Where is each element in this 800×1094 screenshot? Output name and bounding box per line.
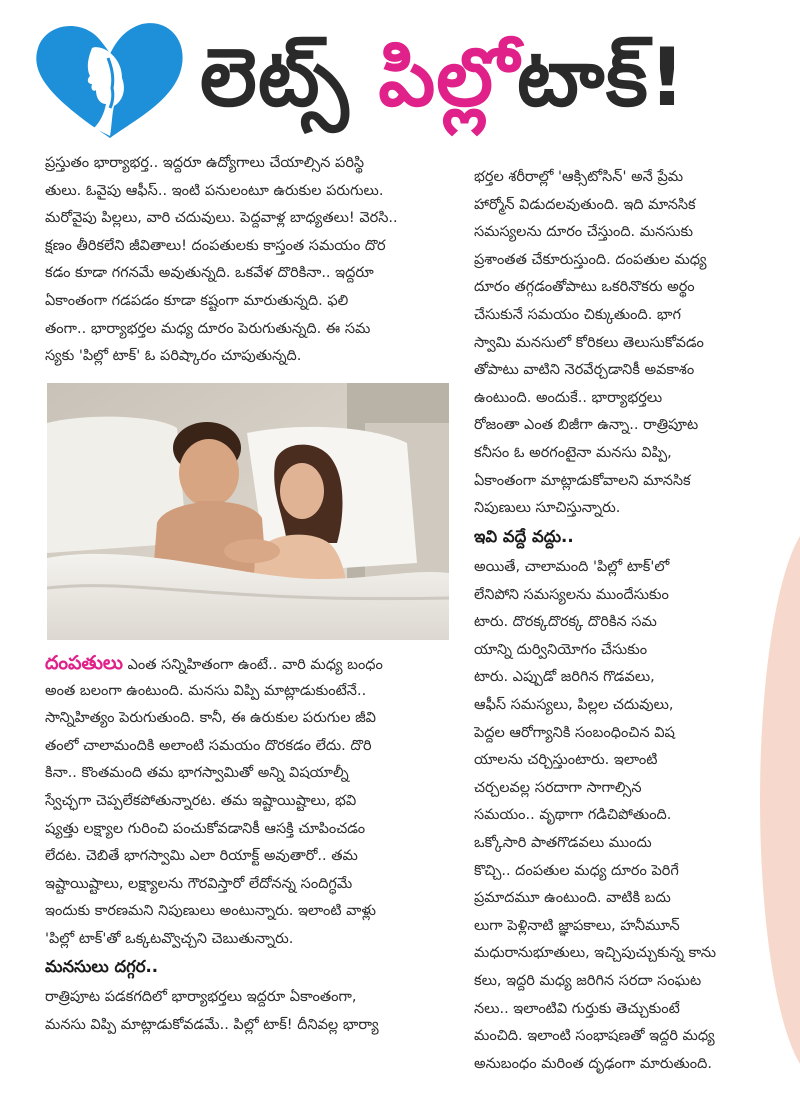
headline-word-lets: లెట్స్ [200,31,350,124]
right-column-paragraph [474,164,774,523]
text-line: దూరం తగ్గడంతోపాటు ఒకరినొకరు అర్థం [474,279,695,296]
intro-paragraph [45,150,447,371]
text-line: మంచిది. ఇలాంటి సంభాషణతో ఇద్దరి మధ్య [474,1028,715,1045]
text-line: కినా.. కొంతమంది తమ భాగస్వామితో అన్ని విషయాల్నీ [45,765,349,782]
text-line: యాలను చర్చిస్తుంటారు. ఇలాంటి [474,752,658,769]
text-line: యాన్ని దుర్వినియోగం చేసుకుం [474,641,648,658]
text-line: మరోవైపు పిల్లలు, వారి చదువులు. పెద్దవాళ్ల బాధ్యతలు! వెరసి.. [45,210,398,227]
headline-word-talk: టాక్! [517,31,687,124]
text-line: సమస్యలను దూరం చేస్తుంది. మనసుకు [474,224,694,241]
text-line: స్వేచ్ఛగా చెప్పలేకపోతున్నారట. తమ ఇష్టాయిష్టాలు, భవి [45,792,357,809]
dropcap-word: దంపతులు [45,652,123,674]
text-line: కలు, ఇద్దరి మధ్య జరిగిన సరదా సంఘట [474,972,702,989]
text-line: లేనిపోని సమస్యలను ముందేసుకుం [474,586,669,603]
headline-word-pillow: పిల్లో [378,31,518,124]
text-line: భర్తల శరీరాల్లో 'ఆక్సిటోసిన్‌' అనే ప్రేమ [474,169,684,185]
text-line: అయితే, చాలామంది 'పిల్లో టాక్‌'లో [474,559,670,575]
section-heading: ఇవి వద్దే వద్దు.. [474,527,574,546]
text-line: తంలో చాలామందికి అలాంటి సమయం దొరకడం లేదు. దొరి [45,737,372,754]
section-manasulu [45,950,447,1039]
text-line: ప్రస్తుతం భార్యాభర్త.. ఇద్దరూ ఉద్యోగాలు చేయాల్సిన పరిస్థి [45,155,365,171]
text-line: లేదట. చెబితే భాగస్వామి ఎలా రియాక్ట్‌ అవుతారో.. తమ [45,848,358,865]
text-line: సమయం.. వృథాగా గడిచిపోతుంది. [474,807,672,824]
text-line: రాత్రిపూట పడకగదిలో భార్యాభర్తలు ఇద్దరూ ఏకాంతంగా, [45,989,357,1005]
text-line: ప్రమాదమూ ఉంటుంది. వాటికి బదు [474,890,671,907]
text-line: స్యకు 'పిల్లో టాక్‌' ఓ పరిష్కారం చూపుతున్నది. [45,348,302,365]
text-line: మధురానుభూతులు, ఇచ్చిపుచ్చుకున్న కాను [474,945,716,962]
text-line: టారు. ఎప్పుడో జరిగిన గొడవలు, [474,669,655,686]
text-line: సాన్నిహిత్యం పెరుగుతుంది. కానీ, ఈ ఉరుకుల పరుగుల జీవి [45,710,376,727]
text-line: ష్యత్తు లక్ష్యాల గురించి పంచుకోవడానికీ ఆసక్తి చూపించడం [45,820,366,837]
text-line: ఆఫీస్‌ సమస్యలు, పిల్లల చదువులు, [474,696,674,713]
section-heading: మనసులు దగ్గర.. [45,957,159,976]
text-line: ఇందుకు కారణమని నిపుణులు అంటున్నారు. ఇలాంటి వాళ్లు [45,903,376,920]
text-line-rest: ఎంత సన్నిహితంగా ఉంటే.. వారి మధ్య బంధం [122,657,383,673]
text-line: అంత బలంగా ఉంటుంది. మనసు విప్పి మాట్లాడుకుంటేనే.. [45,682,367,699]
text-line: మనసు విప్పి మాట్లాడుకోవడమే.. పిల్లో టాక్‌! దీనివల్ల భార్యా [45,1016,379,1033]
text-line: చేసుకునే సమయం చిక్కుతుంది. భాగ [474,306,681,323]
text-line: కడం కూడా గగనమే అవుతున్నది. ఒకవేళ దొరికినా.. ఇద్దరూ [45,265,374,282]
text-line: ఒక్కోసారి పాతగొడవలు ముందు [474,834,652,851]
text-line: తంగా.. భార్యాభర్తల మధ్య దూరం పెరుగుతున్నది. ఈ సమ [45,320,371,337]
text-line: ప్రశాంతత చేకూరుస్తుంది. దంపతుల మధ్య [474,251,707,268]
text-line: ఏకాంతంగా మాట్లాడుకోవాలని మానసిక [474,472,691,489]
text-line: స్వామి మనసులో కోరికలు తెలుసుకోవడం [474,334,704,351]
text-line: ఏకాంతంగా గడపడం కూడా కష్టంగా మారుతున్నది. ఫలి [45,292,349,309]
text-line: పెద్దల ఆరోగ్యానికి సంబంధించిన విష [474,724,675,741]
text-line: 'పిల్లో టాక్‌'తో ఒక్కటవ్వొచ్చని చెబుతున్నారు. [45,930,294,947]
body-paragraph [45,650,447,954]
text-line: రోజంతా ఎంత బిజీగా ఉన్నా.. రాత్రిపూట [474,417,699,434]
heart-couple-logo-icon [30,18,190,143]
text-line: లుగా పెళ్లినాటి జ్ఞాపకాలు, హనీమూన్‌ [474,917,680,934]
text-line: తులు. ఓవైపు ఆఫీస్‌.. ఇంటి పనులంటూ ఉరుకుల పరుగులు. [45,182,384,199]
text-line: టారు. దొరక్కదొరక్క దొరికిన సమ [474,614,657,631]
text-line-first [45,650,447,678]
text-line: కనీసం ఓ అరగంటైనా మనసు విప్పి, [474,444,672,461]
text-line: కొచ్చి.. దంపతుల మధ్య దూరం పెరిగే [474,862,679,879]
text-line: తోపాటు వాటిని నెరవేర్చడానికీ అవకాశం [474,362,695,379]
text-line: అనుబంధం మరింత దృఢంగా మారుతుంది. [474,1055,712,1072]
text-line: క్షణం తీరికలేని జీవితాలు! దంపతులకు కాస్తంత సమయం దొర [45,237,386,254]
text-line: ఉంటుంది. అందుకే.. భార్యాభర్తలు [474,389,663,406]
headline [200,18,800,138]
section-ivi-vadde [474,520,774,1078]
text-line: చర్చలవల్ల సరదాగా సాగాల్సిన [474,779,642,796]
text-line: నలు.. ఇలాంటివి గుర్తుకు తెచ్చుకుంటే [474,1000,680,1017]
text-line: ఇష్టాయిష్టాలు, లక్ష్యాలను గౌరవిస్తారో లేదోనన్న సందిగ్ధమే [45,875,353,892]
couple-in-bed-photo [47,383,449,640]
text-line: నిపుణులు సూచిస్తున్నారు. [474,500,621,517]
text-line: హార్మోన్‌ విడుదలవుతుంది. ఇది మానసిక [474,196,696,213]
